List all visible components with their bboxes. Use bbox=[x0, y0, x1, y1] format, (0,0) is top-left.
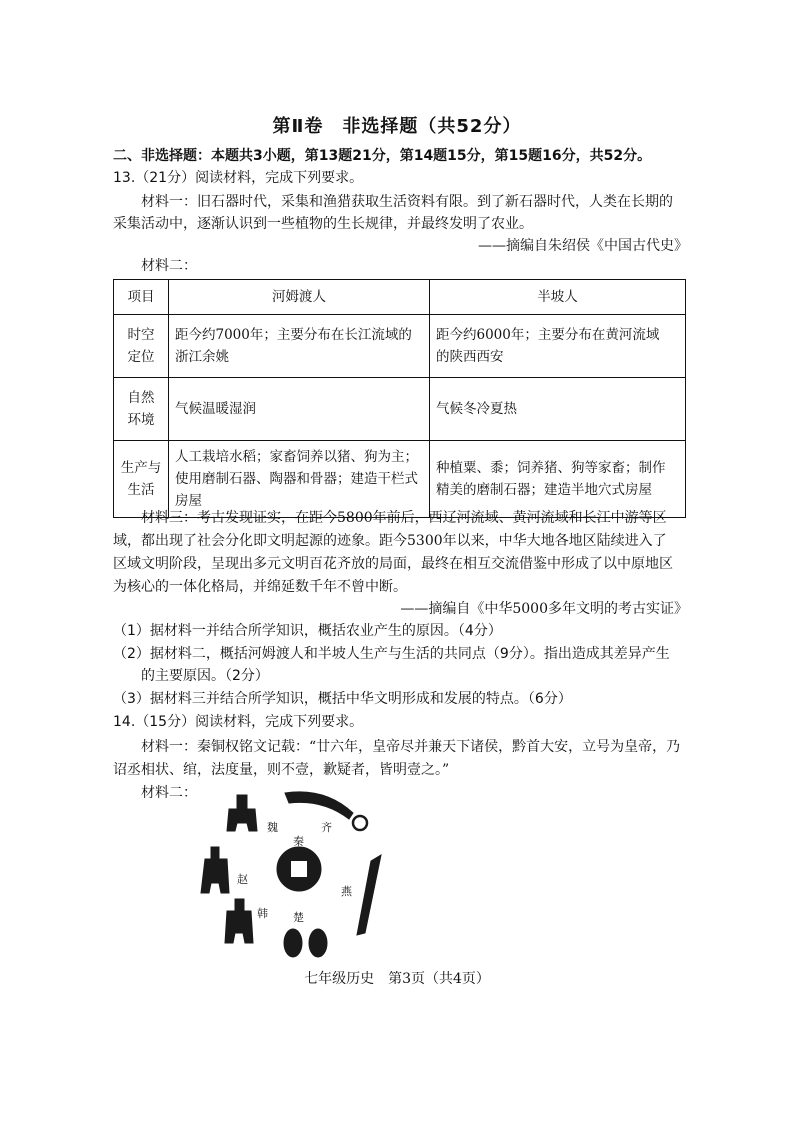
cell-line: 精美的磨制石器；建造半地穴式房屋 bbox=[436, 482, 652, 498]
table-cell bbox=[169, 441, 430, 518]
cell-line: 浙江余姚 bbox=[175, 349, 229, 365]
label-yan: 燕 bbox=[341, 885, 352, 898]
yan-knife-coin-icon bbox=[357, 855, 381, 935]
q13-material1-line1: 材料一：旧石器时代，采集和渔猎获取生活资料有限。到了新石器时代，人类在长期的 bbox=[141, 194, 673, 210]
q13-material3-source: ——摘编自《中华5000多年文明的考古实证》 bbox=[400, 601, 688, 617]
han-spade-coin-icon bbox=[225, 899, 253, 943]
cell-line: 使用磨制石器、陶器和骨器；建造干栏式 bbox=[175, 471, 418, 487]
cell-line: 种植粟、黍；饲养猪、狗等家畜；制作 bbox=[436, 460, 666, 476]
q13-material3-line3: 区域文明阶段，呈现出多元文明百花齐放的局面，最终在相互交流借鉴中形成了以中原地区 bbox=[113, 556, 673, 572]
label-wei: 魏 bbox=[267, 821, 278, 834]
table-header-cell: 河姆渡人 bbox=[169, 280, 430, 315]
row-label bbox=[114, 315, 169, 378]
row-label-line: 生活 bbox=[127, 482, 155, 498]
cell-line: 人工栽培水稻；家畜饲养以猪、狗为主； bbox=[175, 449, 418, 465]
label-han: 韩 bbox=[257, 907, 268, 920]
cell-line: 气候温暖湿润 bbox=[175, 401, 256, 417]
label-qin: 秦 bbox=[293, 835, 304, 848]
row-label-line: 定位 bbox=[127, 349, 155, 365]
q13-material3-line1: 材料三：考古发现证实，在距今5800年前后，西辽河流域、黄河流域和长江中游等区 bbox=[141, 510, 667, 526]
table-header-row bbox=[114, 280, 686, 315]
table-cell bbox=[430, 378, 686, 441]
cell-line: 距今约7000年；主要分布在长江流域的 bbox=[175, 327, 412, 343]
row-label bbox=[114, 378, 169, 441]
q13-sub2-line2: 的主要原因。（2分） bbox=[141, 668, 269, 684]
table-cell bbox=[430, 315, 686, 378]
q13-header: 13.（21分）阅读材料，完成下列要求。 bbox=[113, 170, 364, 186]
table-row bbox=[114, 441, 686, 518]
row-label bbox=[114, 441, 169, 518]
q13-material1-line2: 采集活动中，逐渐认识到一些植物的生长规律，并最终发明了农业。 bbox=[113, 216, 533, 232]
q14-material1-line1: 材料一：秦铜权铭文记载：“廿六年，皇帝尽并兼天下诸侯，黔首大安，立号为皇帝，乃 bbox=[141, 739, 681, 755]
cell-line: 距今约6000年；主要分布在黄河流域 bbox=[436, 327, 660, 343]
cell-line: 的陕西西安 bbox=[436, 349, 504, 365]
warring-states-coins-figure bbox=[195, 783, 405, 963]
q13-material3-line4: 为核心的一体化格局，并绵延数千年不曾中断。 bbox=[113, 579, 407, 595]
q13-sub3: （3）据材料三并结合所学知识，概括中华文明形成和发展的特点。（6分） bbox=[113, 691, 572, 707]
q13-material1-source: ——摘编自朱绍侯《中国古代史》 bbox=[478, 238, 688, 254]
q13-sub1: （1）据材料一并结合所学知识，概括农业产生的原因。（4分） bbox=[113, 623, 502, 639]
table-cell bbox=[169, 315, 430, 378]
q13-sub2-line1: （2）据材料二，概括河姆渡人和半坡人生产与生活的共同点（9分）。指出造成其差异产生 bbox=[113, 646, 670, 662]
label-zhao: 赵 bbox=[237, 873, 248, 886]
row-label-line: 生产与 bbox=[120, 460, 162, 476]
q14-material1-line2: 诏丞相状、绾，法度量，则不壹，歉疑者，皆明壹之。” bbox=[113, 762, 450, 778]
wei-spade-coin-icon bbox=[227, 795, 257, 831]
label-qi: 齐 bbox=[321, 821, 332, 834]
q13-material3-line2: 域，都出现了社会分化即文明起源的迹象。距今5300年以来，中华大地各地区陆续进入了 bbox=[113, 533, 667, 549]
q13-material2-label: 材料二： bbox=[141, 258, 197, 274]
q14-header: 14.（15分）阅读材料，完成下列要求。 bbox=[113, 714, 364, 730]
row-label-line: 环境 bbox=[127, 412, 155, 428]
table-header-cell: 半坡人 bbox=[430, 280, 686, 315]
qin-banliang-coin-icon bbox=[277, 847, 321, 891]
table-cell bbox=[430, 441, 686, 518]
chu-ant-nose-coin-icon bbox=[284, 929, 327, 957]
row-label-line: 自然 bbox=[127, 390, 155, 406]
label-chu: 楚 bbox=[293, 911, 304, 924]
table-row bbox=[114, 315, 686, 378]
q14-material2-label: 材料二： bbox=[141, 785, 197, 801]
table-header-cell: 项目 bbox=[114, 280, 169, 315]
table-cell bbox=[169, 378, 430, 441]
instructions: 二、非选择题：本题共3小题，第13题21分，第14题15分，第15题16分，共52分。 bbox=[113, 148, 652, 164]
cell-line: 房屋 bbox=[175, 493, 202, 509]
cell-line: 气候冬冷夏热 bbox=[436, 401, 517, 417]
row-label-line: 时空 bbox=[127, 327, 155, 343]
table-row bbox=[114, 378, 686, 441]
zhao-spade-coin-icon bbox=[201, 847, 229, 893]
material2-table bbox=[113, 279, 686, 518]
section-title: 第Ⅱ卷 非选择题（共52分） bbox=[272, 116, 522, 137]
page-footer: 七年级历史 第3页（共4页） bbox=[304, 971, 490, 987]
